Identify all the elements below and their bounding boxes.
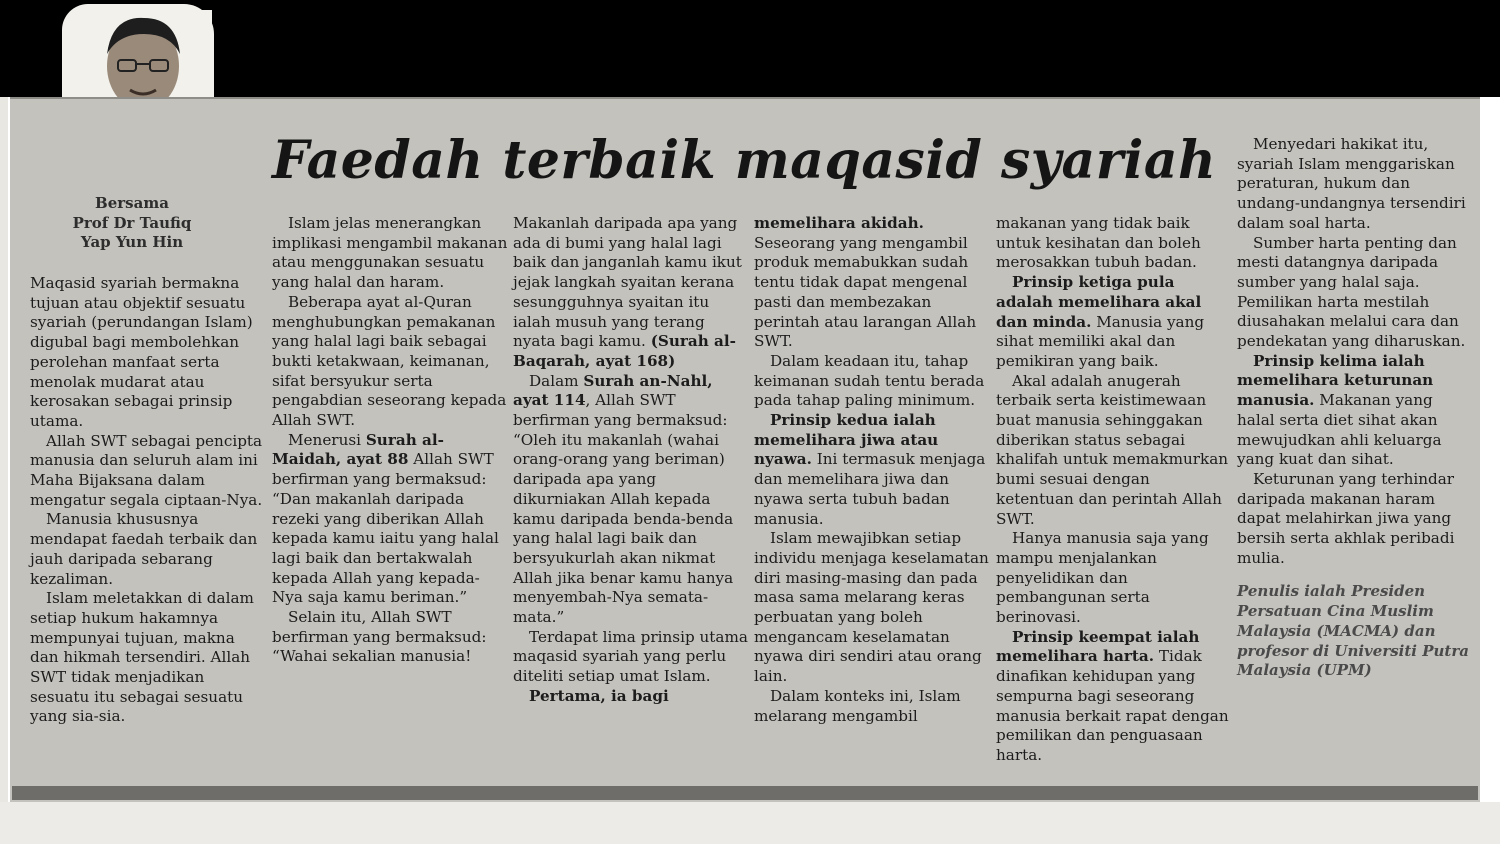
- article-paragraph: Menyedari hakikat itu, syariah Islam menggariskan peraturan, hukum dan undang-undangnya tersendiri dalam soal harta.: [1237, 135, 1466, 232]
- article-paragraph: Islam jelas menerangkan implikasi mengambil makanan atau menggunakan sesuatu yang halal dan haram.: [272, 214, 508, 292]
- paragraph-text: Manusia yang sihat memiliki akal dan pemikiran yang baik.: [996, 312, 1205, 370]
- bold-lead-in: Prinsip keempat ialah memelihara harta.: [996, 627, 1200, 666]
- article-paragraph: Maqasid syariah bermakna tujuan atau objektif sesuatu syariah (perundangan Islam) digubal bagi membolehkan perolehan manfaat serta menolak mudarat atau kerosakan sebagai prinsip utama.: [30, 274, 253, 430]
- page-below-clipping: [0, 802, 1500, 844]
- paragraph-text: Tidak dinafikan kehidupan yang sempurna bagi seseorang manusia berkait rapat dengan pemilikan dan penguasaan harta.: [996, 647, 1229, 764]
- article-paragraph: Dalam konteks ini, Islam melarang mengambil: [754, 686, 961, 725]
- article-paragraph: makanan yang tidak baik untuk kesihatan dan boleh merosakkan tubuh badan.: [996, 214, 1201, 272]
- paragraph-text: Menerusi: [288, 430, 366, 449]
- paragraph-text: Seseorang yang mengambil produk memabukkan sudah tentu tidak dapat mengenal pasti dan membezakan perintah atau larangan Allah SWT.: [754, 233, 977, 351]
- article-column-2: [272, 214, 508, 667]
- bold-lead-in: Prinsip kelima ialah memelihara keturunan manusia.: [1237, 351, 1434, 410]
- paragraph-text: , Allah SWT berfirman yang bermaksud: “Oleh itu makanlah (wahai orang-orang yang beriman) daripada apa yang dikurniakan Allah kepada kamu daripada benda-benda yang halal lagi baik dan bersyukurlah akan nikmat Allah jika benar kamu hanya menyembah-Nya semata-mata.”: [513, 391, 734, 627]
- article-paragraph: [754, 214, 990, 352]
- paragraph-text: Makanan yang halal serta diet sihat akan mewujudkan ahli keluarga yang kuat dan sihat.: [1237, 391, 1442, 469]
- article-paragraph: [754, 411, 990, 529]
- article-column-1: [30, 274, 266, 727]
- article-paragraph: Beberapa ayat al-Quran menghubungkan pemakanan yang halal lagi baik sebagai bukti ketakwaan, keimanan, sifat bersyukur serta pengabdian seseorang kepada Allah SWT.: [272, 292, 507, 430]
- article-column-5: [996, 214, 1232, 766]
- paragraph-text: Allah SWT berfirman yang bermaksud: “Dan makanlah daripada rezeki yang diberikan Allah kepada kamu iaitu yang halal lagi baik dan bertakwalah kepada Allah yang kepada-Nya saja kamu beriman.”: [272, 450, 499, 607]
- bold-lead-in: memelihara akidah.: [754, 214, 924, 232]
- article-column-6: [1237, 135, 1473, 681]
- dark-scan-background-top: [0, 0, 1500, 97]
- article-paragraph: [513, 214, 749, 372]
- bold-lead-in: Surah al-Maidah, ayat 88: [272, 430, 444, 469]
- article-paragraph: Sumber harta penting dan mesti datangnya daripada sumber yang halal saja. Pemilikan harta mestilah diusahakan melalui cara dan pendekatan yang diharuskan.: [1237, 233, 1466, 351]
- bold-lead-in: Pertama, ia bagi: [529, 686, 669, 705]
- article-paragraph: [513, 372, 749, 628]
- author-note: Penulis ialah Presiden Persatuan Cina Muslim Malaysia (MACMA) dan profesor di Universiti Putra Malaysia (UPM): [1237, 582, 1469, 680]
- bold-lead-in: Prinsip kedua ialah memelihara jiwa atau nyawa.: [754, 411, 939, 469]
- bold-lead-in: Prinsip ketiga pula adalah memelihara akal dan minda.: [996, 273, 1202, 331]
- byline-line: Yap Yun Hin: [80, 233, 184, 251]
- article-paragraph: Terdapat lima prinsip utama maqasid syariah yang perlu diteliti setiap umat Islam.: [513, 627, 748, 686]
- byline: [32, 194, 232, 253]
- bold-lead-in: (Surah al-Baqarah, ayat 168): [513, 332, 736, 370]
- article-paragraph: Akal adalah anugerah terbaik serta keistimewaan buat manusia sehinggakan diberikan status sebagai khalifah untuk memakmurkan bumi sesuai dengan ketentuan dan perintah Allah SWT.: [996, 371, 1229, 528]
- article-paragraph: Allah SWT sebagai pencipta manusia dan seluruh alam ini Maha Bijaksana dalam mengatur segala ciptaan-Nya.: [30, 431, 263, 509]
- article-paragraph: Islam meletakkan di dalam setiap hukum hakamnya mempunyai tujuan, makna dan hikmah tersendiri. Allah SWT tidak menjadikan sesuatu itu sebagai sesuatu yang sia-sia.: [30, 589, 254, 726]
- article-paragraph: Hanya manusia saja yang mampu menjalankan penyelidikan dan pembangunan serta berinovasi.: [996, 529, 1209, 627]
- bottom-rule: [12, 786, 1478, 800]
- byline-line: Bersama: [95, 194, 169, 212]
- article-paragraph: [996, 273, 1232, 372]
- article-paragraph: Keturunan yang terhindar daripada makanan haram dapat melahirkan jiwa yang bersih serta akhlak peribadi mulia.: [1237, 469, 1455, 567]
- article-paragraph: Manusia khususnya mendapat faedah terbaik dan jauh daripada sebarang kezaliman.: [30, 510, 258, 588]
- article-paragraph: [996, 628, 1232, 766]
- headline: Faedah terbaik maqasid syariah: [272, 130, 1217, 191]
- article-paragraph: Islam mewajibkan setiap individu menjaga keselamatan diri masing-masing dan pada masa sama melarang keras perbuatan yang boleh mengancam keselamatan nyawa diri sendiri atau orang lain.: [754, 529, 989, 686]
- article-column-3: [513, 214, 749, 707]
- paragraph-text: Ini termasuk menjaga dan memelihara jiwa dan nyawa serta tubuh badan manusia.: [754, 450, 986, 528]
- article-paragraph: Selain itu, Allah SWT berfirman yang bermaksud: “Wahai sekalian manusia!: [272, 608, 487, 666]
- bold-lead-in: Surah an-Nahl, ayat 114: [513, 371, 713, 410]
- paper-edge: [0, 97, 8, 844]
- article-paragraph: [272, 431, 508, 608]
- byline-line: Prof Dr Taufiq: [72, 213, 192, 232]
- article-paragraph: [513, 687, 749, 707]
- article-paragraph: [1237, 352, 1473, 470]
- article-column-4: [754, 214, 990, 726]
- paragraph-text: Dalam: [529, 371, 584, 390]
- article-paragraph: Dalam keadaan itu, tahap keimanan sudah tentu berada pada tahap paling minimum.: [754, 351, 985, 410]
- paragraph-text: Makanlah daripada apa yang ada di bumi yang halal lagi baik dan janganlah kamu ikut jejak langkah syaitan kerana sesungguhnya syaitan itu ialah musuh yang terang nyata bagi kamu.: [513, 214, 742, 351]
